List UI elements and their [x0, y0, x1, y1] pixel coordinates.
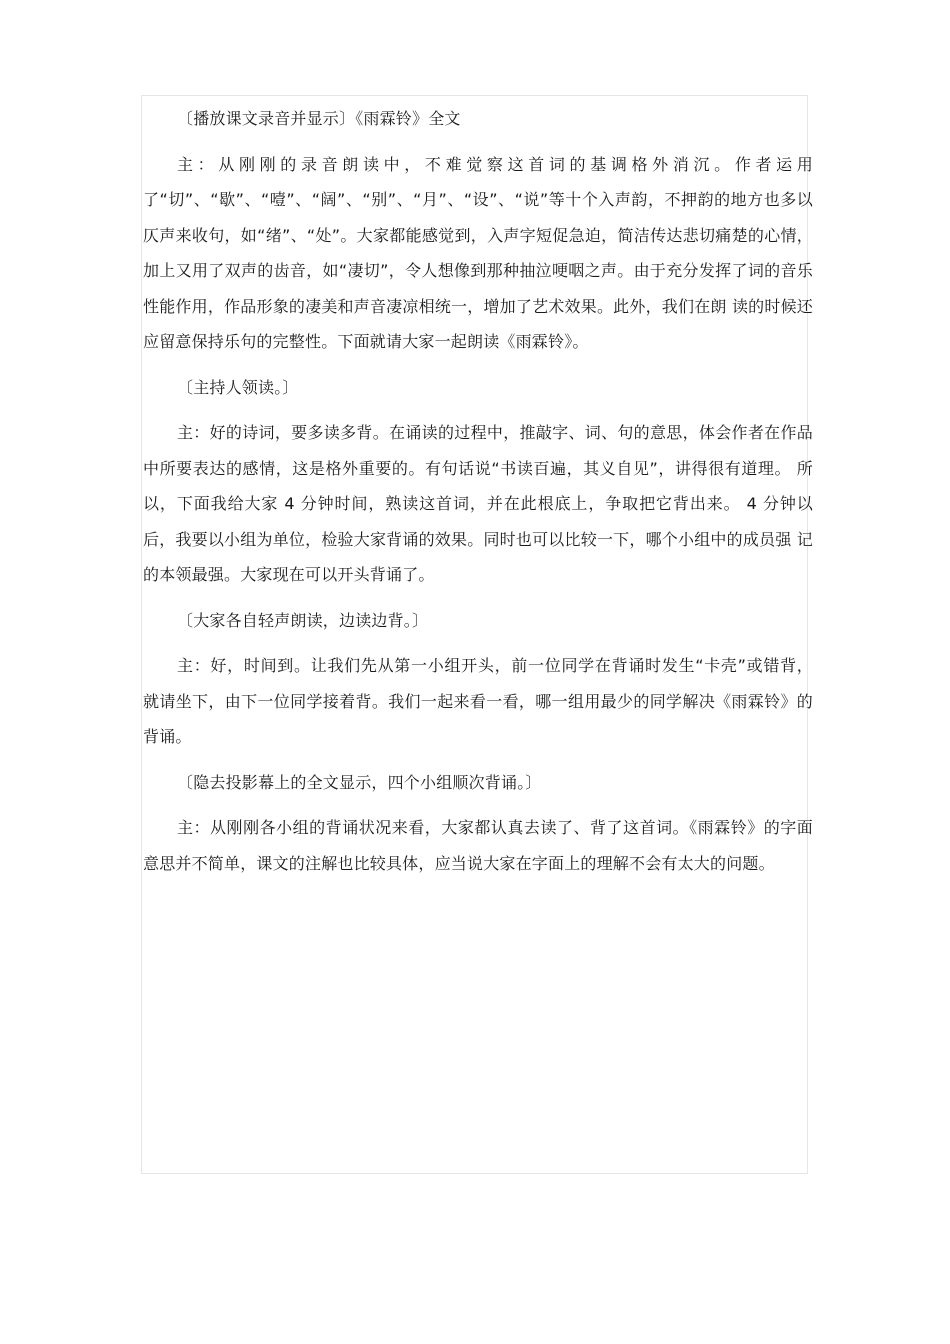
host-speech-paragraph: 主：从刚刚的录音朗读中，不难觉察这首词的基调格外消沉。作者运用了“切”、“歇”、“噎”、“阔”、“别”、“月”、“设”、“说”等十个入声韵，不押韵的地方也多以仄声来收句，如“绪”、“处”。大家都能感觉到，入声字短促急迫，简洁传达悲切痛楚的心情，加上又用了双声的齿音，如“凄切”，令人想像到那种抽泣哽咽之声。由于充分发挥了词的音乐性能作用，作品形象的凄美和声音凄凉相统一，增加了艺术效果。此外，我们在朗 读的时候还应留意保持乐句的完整性。下面就请大家一起朗读《雨霖铃》。 [143, 154, 813, 351]
host-speech-paragraph: 主：从刚刚各小组的背诵状况来看，大家都认真去读了、背了这首词。《雨霖铃》的字面意思并不简单，课文的注解也比较具体，应当说大家在字面上的理解不会有太大的问题。 [143, 818, 813, 873]
stage-direction-paragraph: 〔大家各自轻声朗读，边读边背。〕 [177, 610, 429, 630]
host-speech-paragraph: 主：好，时间到。让我们先从第一小组开头，前一位同学在背诵时发生“卡壳”或错背， 就请坐下，由下一位同学接着背。我们一起来看一看，哪一组用最少的同学解决《雨霖铃》的背诵。 [143, 656, 813, 746]
stage-direction-paragraph: 〔播放课文录音并显示〕《雨霖铃》全文 [177, 109, 461, 128]
host-speech-paragraph: 主：好的诗词，要多读多背。在诵读的过程中，推敲字、词、句的意思，体会作者在作品中所要表达的感情，这是格外重要的。有句话说“书读百遍，其义自见”，讲得很有道理。 所以，下面我给大家 4 分钟时间，熟读这首词，并在此根底上，争取把它背出来。 4 分钟以后，我要以小组为单位，检验大家背诵的效果。同时也可以比较一下，哪个小组中的成员强 记的本领最强。大家现在可以开头背诵了。 [143, 423, 813, 584]
document-body [143, 101, 813, 881]
stage-direction-paragraph: 〔隐去投影幕上的全文显示，四个小组顺次背诵。〕 [177, 772, 542, 792]
stage-direction-paragraph: 〔主持人领读。〕 [177, 377, 299, 397]
